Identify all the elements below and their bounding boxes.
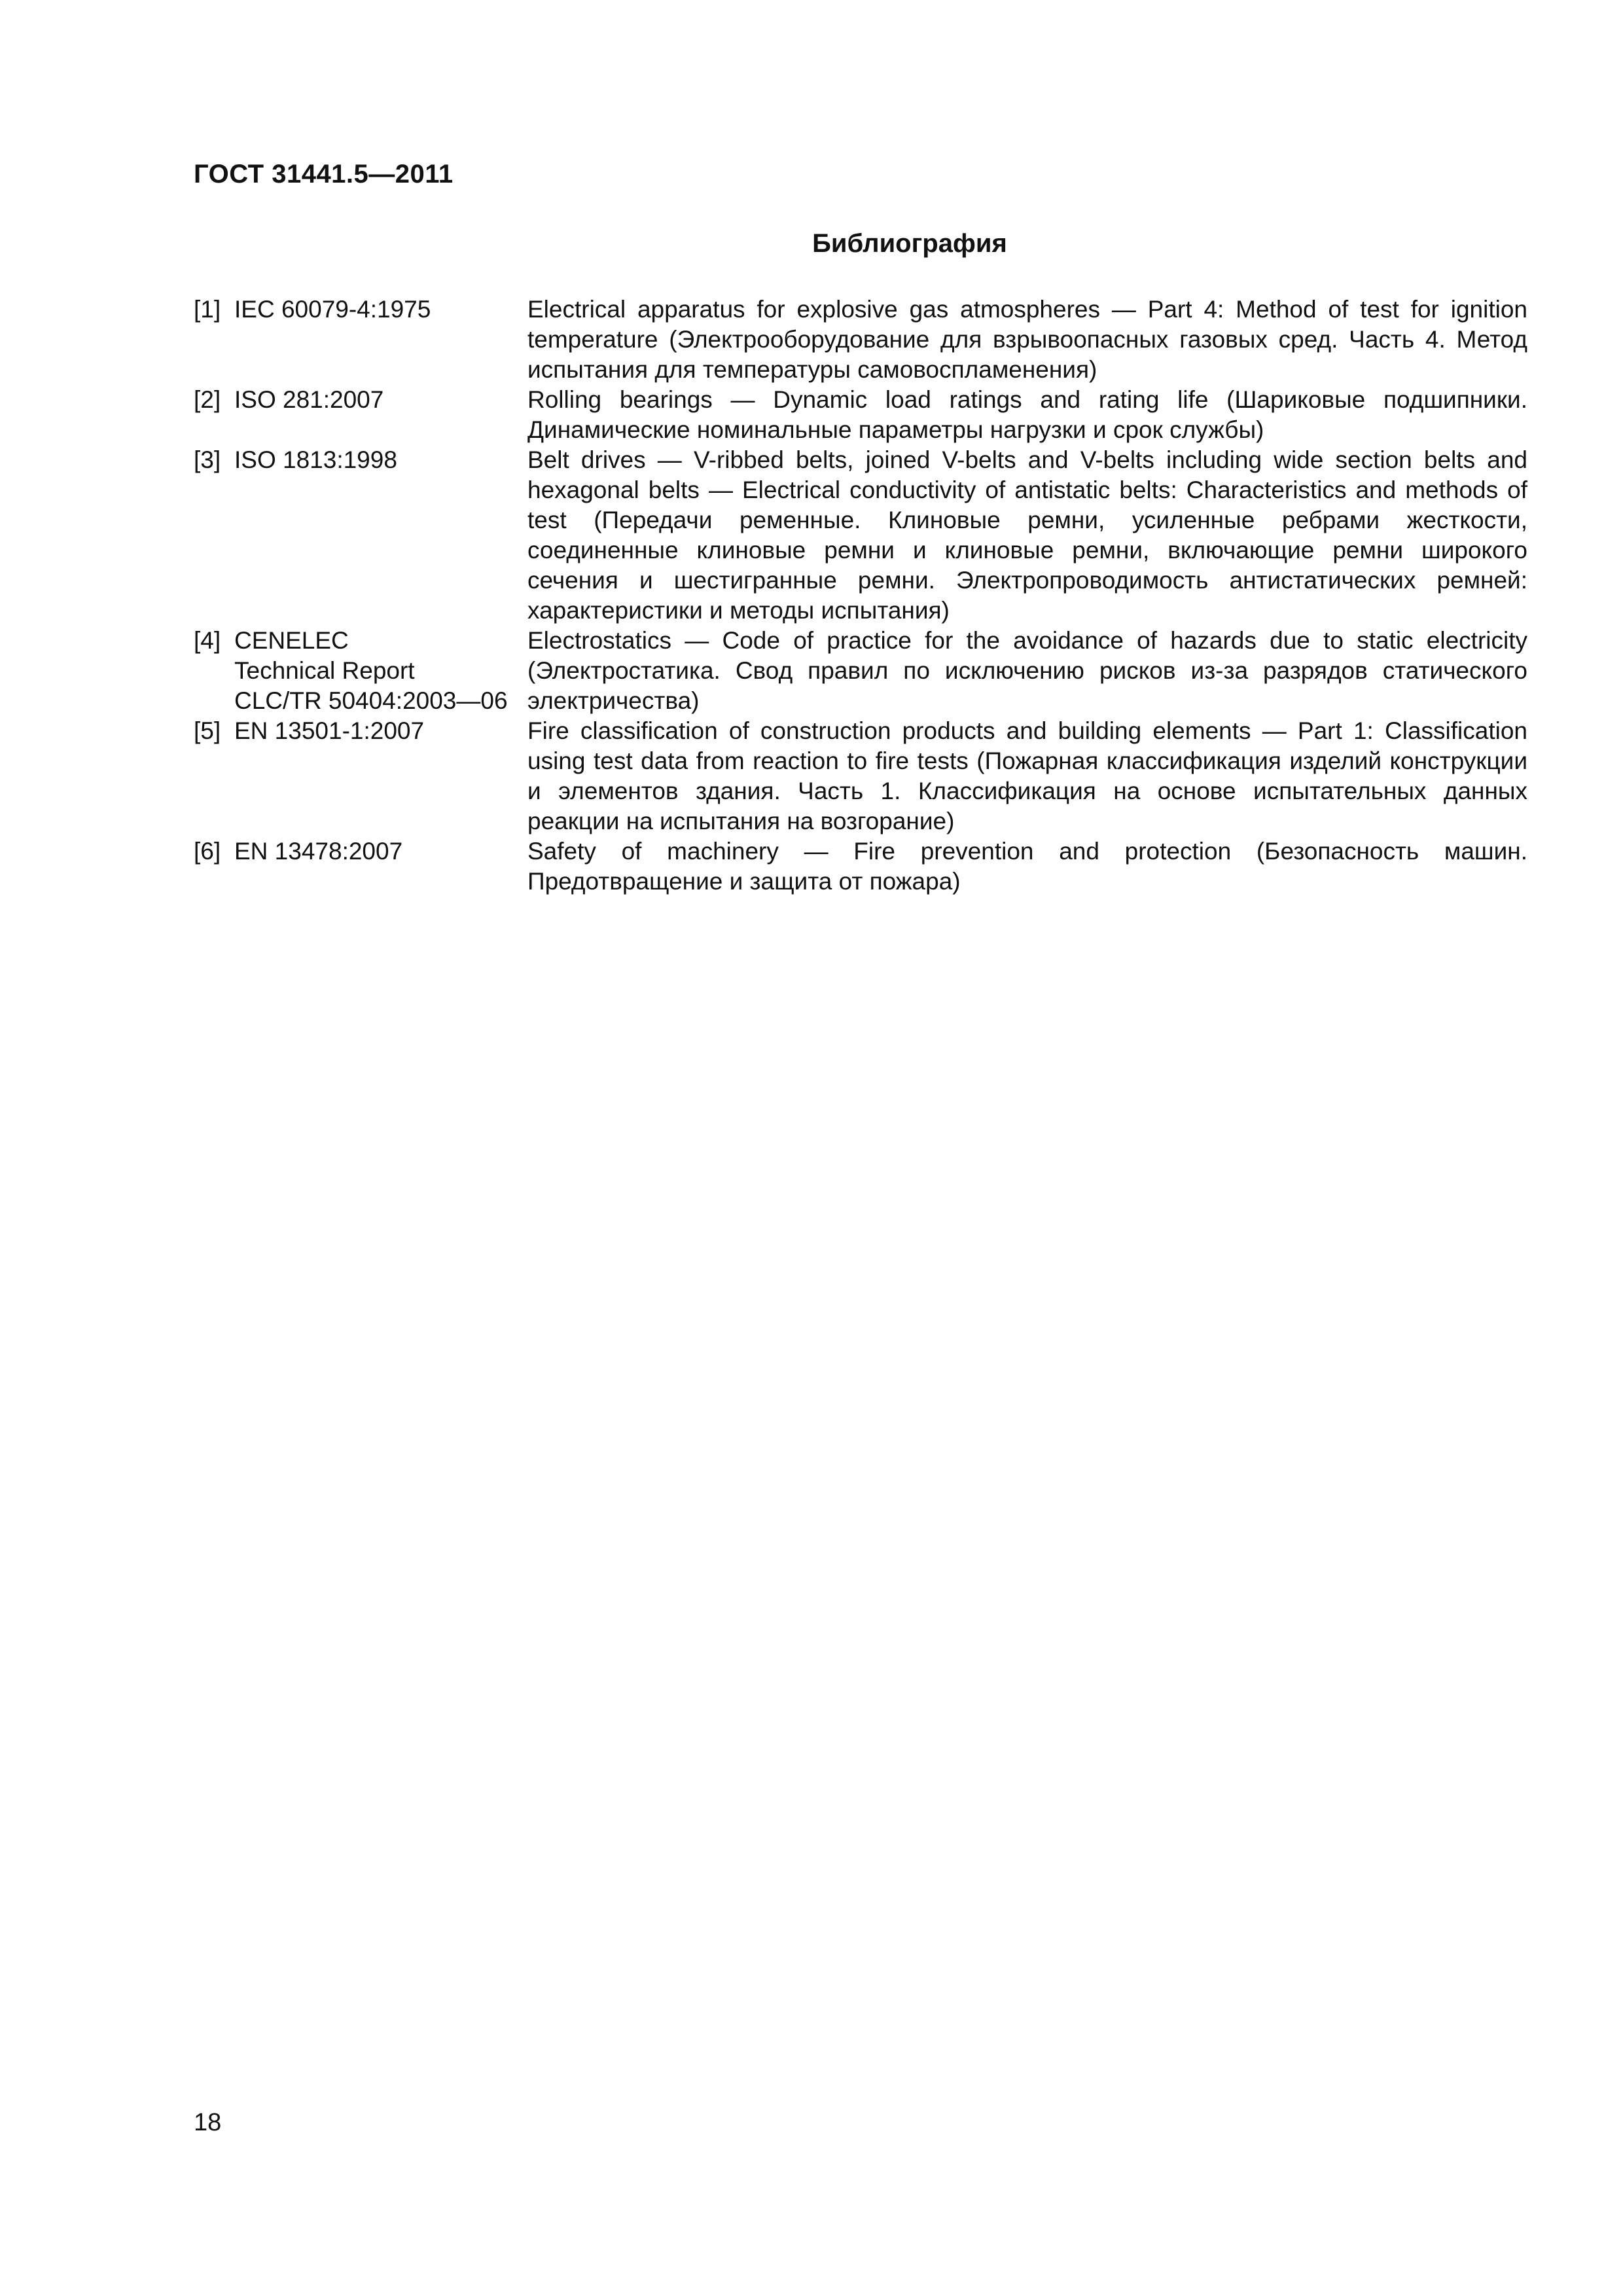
reference-code: EN 13478:2007: [234, 838, 403, 865]
reference-code: ISO 1813:1998: [234, 446, 397, 473]
bibliography-entry: [194, 716, 1527, 836]
reference-cell: [194, 445, 527, 626]
reference-cell: [194, 626, 527, 716]
reference-description: Rolling bearings — Dynamic load ratings and rating life (Шариковые подшипники. Динамические номинальные параметры нагрузки и срок службы): [527, 386, 1527, 443]
reference-number: [2]: [194, 386, 221, 413]
bibliography-entry: [194, 385, 1527, 445]
bibliography-entry: [194, 626, 1527, 716]
reference-number: [5]: [194, 717, 221, 744]
reference-number: [6]: [194, 838, 221, 865]
bibliography-list: [194, 295, 1527, 897]
reference-description: Belt drives — V-ribbed belts, joined V-belts and V-belts including wide section belts and hexagonal belts — Electrical conductivity of antistatic belts: Characteristics and methods of test (Передачи ременные. Клиновые ремни, усиленные ребрами жесткости, соединенные клиновые ремни и клиновые ремни, включающие ремни широкого сечения и шестигранные ремни. Электропроводимость антистатических ремней: характеристики и методы испытания): [527, 446, 1527, 624]
reference-number: [4]: [194, 627, 221, 654]
reference-code: CENELEC Technical Report CLC/TR 50404:2003—06: [234, 627, 508, 714]
document-header: ГОСТ 31441.5—2011: [194, 160, 454, 188]
reference-number: [1]: [194, 296, 221, 323]
reference-code: IEC 60079-4:1975: [234, 296, 431, 323]
reference-cell: [194, 385, 527, 445]
bibliography-entry: [194, 836, 1527, 897]
reference-code: EN 13501-1:2007: [234, 717, 425, 744]
bibliography-entry: [194, 445, 1527, 626]
bibliography-entry: [194, 295, 1527, 385]
reference-description: Electrostatics — Code of practice for the avoidance of hazards due to static electricity (Электростатика. Свод правил по исключению рисков из-за разрядов статического электричества): [527, 627, 1527, 714]
reference-cell: [194, 295, 527, 385]
reference-cell: [194, 716, 527, 836]
page-number: 18: [194, 2109, 222, 2136]
reference-description: Electrical apparatus for explosive gas atmospheres — Part 4: Method of test for ignition temperature (Электрооборудование для взрывоопасных газовых сред. Часть 4. Метод испытания для температуры самовоспламенения): [527, 296, 1527, 383]
reference-cell: [194, 836, 527, 897]
section-title: Библиография: [812, 229, 1007, 258]
reference-description: Safety of machinery — Fire prevention and protection (Безопасность машин. Предотвращение и защита от пожара): [527, 838, 1527, 895]
reference-number: [3]: [194, 446, 221, 473]
reference-code: ISO 281:2007: [234, 386, 384, 413]
reference-description: Fire classification of construction products and building elements — Part 1: Classification using test data from reaction to fire tests (Пожарная классификация изделий конструкции и элементов здания. Часть 1. Классификация на основе испытательных данных реакции на испытания на возгорание): [527, 717, 1527, 834]
